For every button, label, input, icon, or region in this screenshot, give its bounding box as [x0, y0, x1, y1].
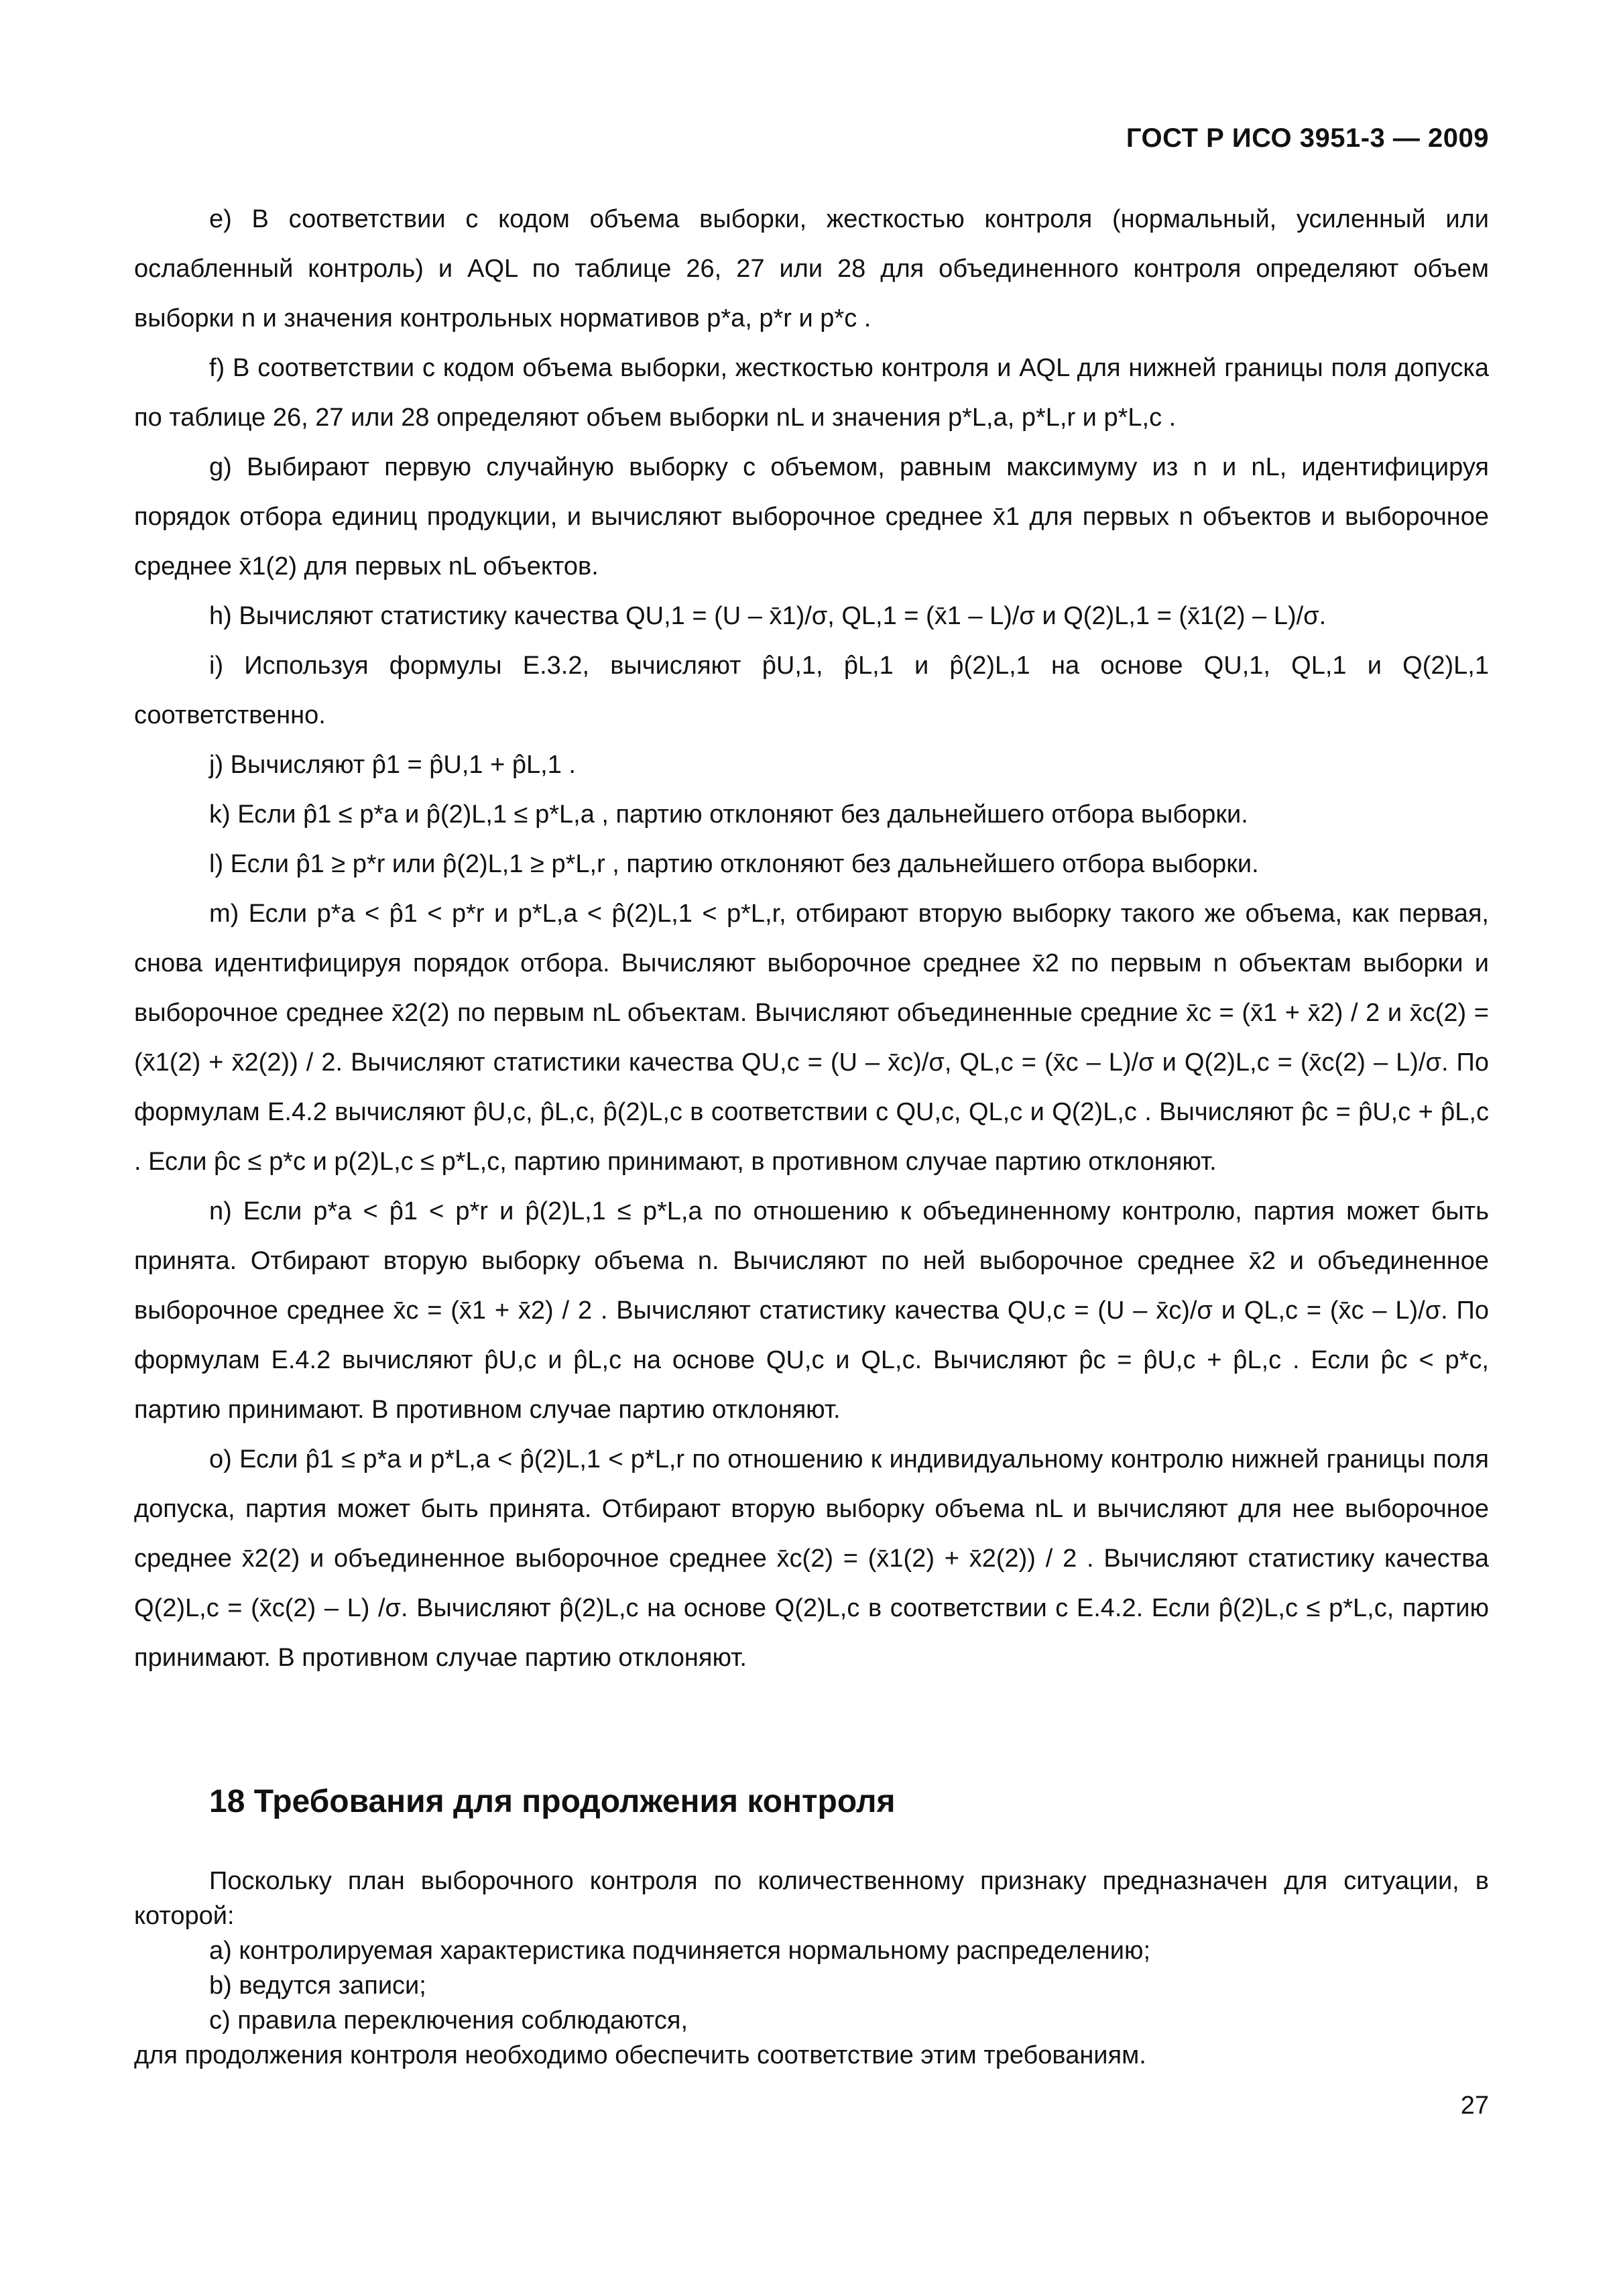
paragraph-f: f) В соответствии с кодом объема выборки, жесткостью контроля и AQL для нижней границы поля допуска по таблице 26, 27 или 28 определяют объем выборки nL и значения p*L,a, p*L,r и p*L,c . [134, 354, 1489, 432]
requirements-intro: Поскольку план выборочного контроля по количественному признаку предназначен для ситуации, в которой: [134, 1867, 1489, 1930]
paragraph-j: j) Вычисляют p̂1 = p̂U,1 + p̂L,1 . [209, 751, 576, 779]
paragraph-e: e) В соответствии с кодом объема выборки, жесткостью контроля (нормальный, усиленный или ослабленный контроль) и AQL по таблице 26, 27 или 28 для объединенного контроля определяют объем выборки n и значения контрольных нормативов p*a, p*r и p*c . [134, 205, 1489, 333]
requirement-item-a: a) контролируемая характеристика подчиняется нормальному распределению; [209, 1937, 1151, 1965]
requirement-item-b: b) ведутся записи; [209, 1972, 426, 2000]
section-heading: 18 Требования для продолжения контроля [209, 1784, 896, 1819]
paragraph-l: l) Если p̂1 ≥ p*r или p̂(2)L,1 ≥ p*L,r , партию отклоняют без дальнейшего отбора выборки. [209, 850, 1259, 878]
paragraph-m: m) Если p*a < p̂1 < p*r и p*L,a < p̂(2)L,1 < p*L,r, отбирают вторую выборку такого же объема, как первая, снова идентифицируя порядок отбора. Вычисляют выборочное среднее x̄2 по первым n объектам выборки и выборочное среднее x̄2(2) по первым nL объектам. Вычисляют объединенные средние x̄c = (x̄1 + x̄2) / 2 и x̄c(2) = (x̄1(2) + x̄2(2)) / 2. Вычисляют статистики качества QU,c = (U – x̄c)/σ, QL,c = (x̄c – L)/σ и Q(2)L,c = (x̄c(2) – L)/σ. По формулам Е.4.2 вычисляют p̂U,c, p̂L,c, p̂(2)L,c в соответствии с QU,c, QL,c и Q(2)L,c . Вычисляют p̂c = p̂U,c + p̂L,c . Если p̂c ≤ p*c и p(2)L,c ≤ p*L,c, партию принимают, в противном случае партию отклоняют. [134, 900, 1489, 1176]
paragraph-o: o) Если p̂1 ≤ p*a и p*L,a < p̂(2)L,1 < p*L,r по отношению к индивидуальному контролю нижней границы поля допуска, партия может быть принята. Отбирают вторую выборку объема nL и вычисляют для нее выборочное среднее x̄2(2) и объединенное выборочное среднее x̄c(2) = (x̄1(2) + x̄2(2)) / 2 . Вычисляют статистику качества Q(2)L,c = (x̄c(2) – L) /σ. Вычисляют p̂(2)L,c на основе Q(2)L,c в соответствии с Е.4.2. Если p̂(2)L,c ≤ p*L,c, партию принимают. В противном случае партию отклоняют. [134, 1445, 1489, 1672]
paragraph-h: h) Вычисляют статистику качества QU,1 = (U – x̄1)/σ, QL,1 = (x̄1 – L)/σ и Q(2)L,1 = (x̄1(2) – L)/σ. [209, 602, 1327, 630]
page-number: 27 [1460, 2092, 1489, 2120]
requirements-conclusion: для продолжения контроля необходимо обеспечить соответствие этим требованиям. [134, 2041, 1146, 2069]
paragraph-n: n) Если p*a < p̂1 < p*r и p̂(2)L,1 ≤ p*L,a по отношению к объединенному контролю, партия может быть принята. Отбирают вторую выборку объема n. Вычисляют по ней выборочное среднее x̄2 и объединенное выборочное среднее x̄c = (x̄1 + x̄2) / 2 . Вычисляют статистику качества QU,c = (U – x̄c)/σ и QL,c = (x̄c – L)/σ. По формулам Е.4.2 вычисляют p̂U,c и p̂L,c на основе QU,c и QL,c. Вычисляют p̂c = p̂U,c + p̂L,c . Если p̂c < p*c, партию принимают. В противном случае партию отклоняют. [134, 1197, 1489, 1424]
paragraph-g: g) Выбирают первую случайную выборку с объемом, равным максимуму из n и nL, идентифицируя порядок отбора единиц продукции, и вычисляют выборочное среднее x̄1 для первых n объектов и выборочное среднее x̄1(2) для первых nL объектов. [134, 453, 1489, 581]
paragraph-i: i) Используя формулы Е.3.2, вычисляют p̂U,1, p̂L,1 и p̂(2)L,1 на основе QU,1, QL,1 и Q(2)L,1 соответственно. [134, 652, 1489, 729]
requirement-item-c: c) правила переключения соблюдаются, [209, 2006, 688, 2035]
page-header: ГОСТ Р ИСО 3951-3 — 2009 [1126, 123, 1489, 153]
requirements-text [134, 1864, 1489, 2073]
paragraph-k: k) Если p̂1 ≤ p*a и p̂(2)L,1 ≤ p*L,a , партию отклоняют без дальнейшего отбора выборки. [209, 800, 1248, 829]
procedure-text [134, 194, 1489, 1683]
